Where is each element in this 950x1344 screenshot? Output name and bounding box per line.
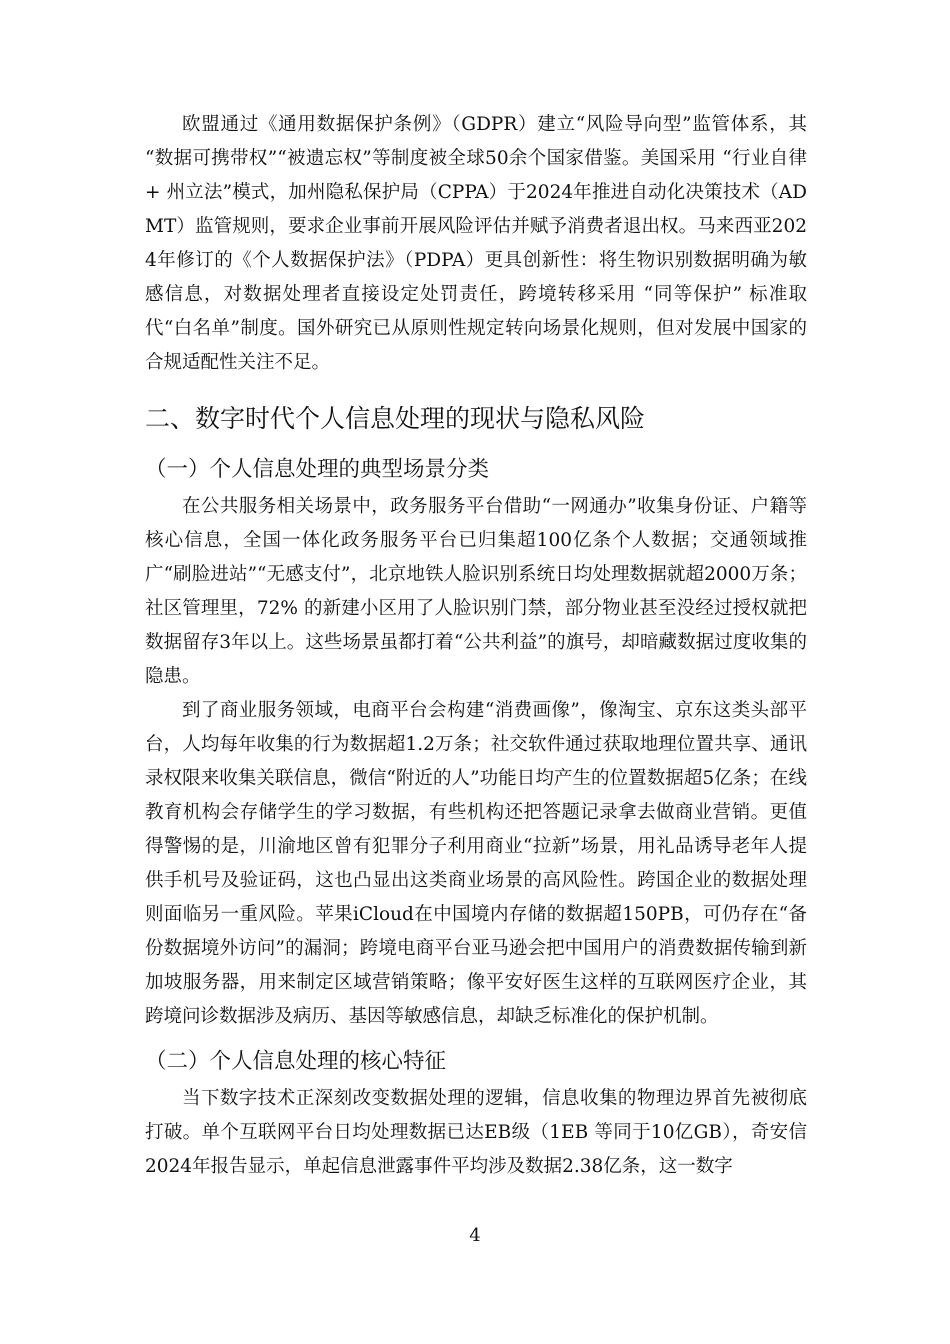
body-paragraph: 在公共服务相关场景中，政务服务平台借助“一网通办”收集身份证、户籍等核心信息，全国一体化政务服务平台已归集超100亿条个人数据；交通领域推广“刷脸进站”“无感支付”，北京地铁人脸识别系统日均处理数据就超2000万条；社区管理里，72% 的新建小区用了人脸识别门禁，部分物业甚至没经过授权就把数据留存3年以上。这些场景虽都打着“公共利益”的旗号，却暗藏数据过度收集的隐患。 bbox=[145, 496, 807, 687]
body-paragraph: 到了商业服务领域，电商平台会构建“消费画像”，像淘宝、京东这类头部平台，人均每年收集的行为数据超1.2万条；社交软件通过获取地理位置共享、通讯录权限来收集关联信息，微信“附近的人”功能日均产生的位置数据超5亿条；在线教育机构会存储学生的学习数据，有些机构还把答题记录拿去做商业营销。更值得警惕的是，川渝地区曾有犯罪分子利用商业“拉新”场景，用礼品诱导老年人提供手机号及验证码，这也凸显出这类商业场景的高风险性。跨国企业的数据处理则面临另一重风险。苹果iCloud在中国境内存储的数据超150PB，可仍存在“备份数据境外访问”的漏洞；跨境电商平台亚马逊会把中国用户的消费数据传输到新加坡服务器，用来制定区域营销策略；像平安好医生这样的互联网医疗企业，其跨境问诊数据涉及病历、基因等敏感信息，却缺乏标准化的保护机制。 bbox=[145, 700, 807, 1027]
page-number: 4 bbox=[469, 1225, 481, 1246]
intro-paragraph: 欧盟通过《通用数据保护条例》（GDPR）建立“风险导向型”监管体系，其 “数据可携带权”“被遗忘权”等制度被全球50余个国家借鉴。美国采用 “行业自律 + 州立法”模式，加州隐私保护局（CPPA）于2024年推进自动化决策技术（ADMT）监管规则，要求企业事前开展风险评估并赋予消费者退出权。马来西亚2024年修订的《个人数据保护法》（PDPA）更具创新性：将生物识别数据明确为敏感信息，对数据处理者直接设定处罚责任，跨境转移采用 “同等保护” 标准取代“白名单”制度。国外研究已从原则性规定转向场景化规则，但对发展中国家的合规适配性关注不足。 bbox=[145, 114, 807, 373]
subsection-heading-2: （二）个人信息处理的核心特征 bbox=[145, 1049, 447, 1074]
section-heading: 二、数字时代个人信息处理的现状与隐私风险 bbox=[145, 404, 646, 433]
page-content bbox=[145, 108, 807, 1184]
subsection-heading-1: （一）个人信息处理的典型场景分类 bbox=[145, 457, 490, 482]
body-paragraph: 当下数字技术正深刻改变数据处理的逻辑，信息收集的物理边界首先被彻底打破。单个互联网平台日均处理数据已达EB级（1EB 等同于10亿GB），奇安信2024年报告显示，单起信息泄露事件平均涉及数据2.38亿条，这一数字 bbox=[145, 1088, 807, 1177]
